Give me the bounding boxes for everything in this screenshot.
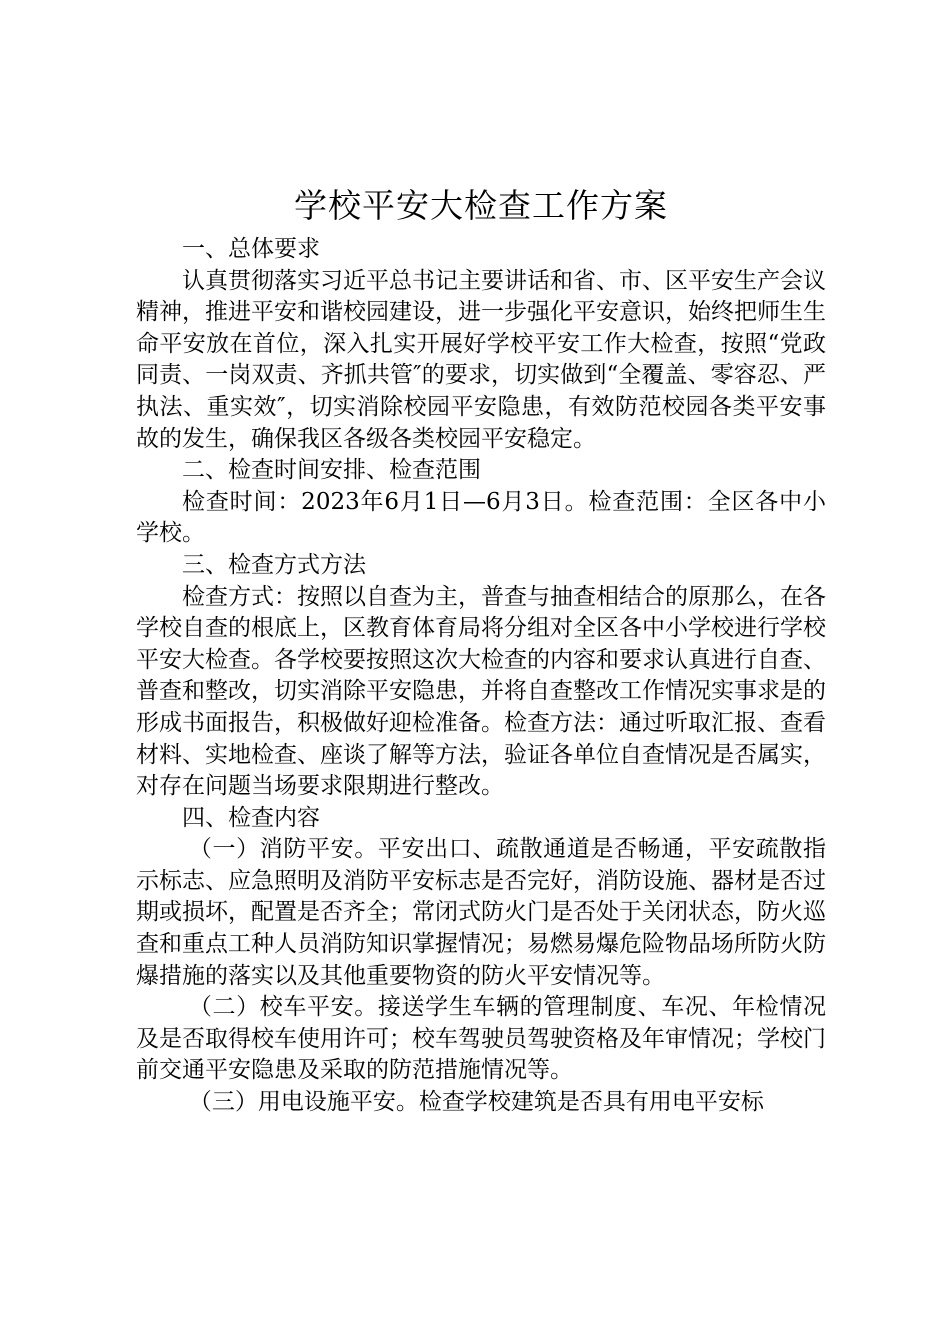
list-item-school-bus-safety: （二）校车平安。接送学生车辆的管理制度、车况、年检情况及是否取得校车使用许可；校车驾驶员驾驶资格及年审情况；学校门前交通平安隐患及采取的防范措施情况等。: [136, 994, 826, 1084]
document-title: 学校平安大检查工作方案: [294, 186, 668, 225]
list-item-fire-safety: （一）消防平安。平安出口、疏散通道是否畅通，平安疏散指示标志、应急照明及消防平安标志是否完好，消防设施、器材是否过期或损坏，配置是否齐全；常闭式防火门是否处于关闭状态，防火巡查和重点工种人员消防知识掌握情况；易燃易爆危险物品场所防火防爆措施的落实以及其他重要物资的防火平安情况等。: [136, 836, 826, 989]
paragraph-methods: 检查方式：按照以自查为主，普查与抽查相结合的原那么，在各学校自查的根底上，区教育体育局将分组对全区各中小学校进行学校平安大检查。各学校要按照这次大检查的内容和要求认真进行自查、普查和整改，切实消除平安隐患，并将自查整改工作情况实事求是的形成书面报告，积极做好迎检准备。检查方法：通过听取汇报、查看材料、实地检查、座谈了解等方法，验证各单位自查情况是否属实，对存在问题当场要求限期进行整改。: [136, 583, 826, 800]
paragraph-overall-requirements: 认真贯彻落实习近平总书记主要讲话和省、市、区平安生产会议精神，推进平安和谐校园建设，进一步强化平安意识，始终把师生生命平安放在首位，深入扎实开展好学校平安工作大检查，按照“党政同责、一岗双责、齐抓共管″的要求，切实做到“全覆盖、零容忍、严执法、重实效″，切实消除校园平安隐患，有效防范校园各类平安事故的发生，确保我区各级各类校园平安稳定。: [136, 267, 826, 452]
section-heading-content: 四、检查内容: [182, 804, 320, 831]
document-page: [136, 182, 826, 1119]
section-heading-overall-requirements: 一、总体要求: [182, 236, 320, 262]
section-heading-schedule-scope: 二、检查时间安排、检查范围: [182, 457, 481, 484]
section-heading-methods: 三、检查方式方法: [182, 551, 366, 578]
paragraph-schedule-scope: 检查时间：2023年6月1日—6月3日。检查范围：全区各中小学校。: [136, 488, 826, 547]
list-item-electrical-safety: （三）用电设施平安。检查学校建筑是否具有用电平安标: [188, 1089, 764, 1116]
